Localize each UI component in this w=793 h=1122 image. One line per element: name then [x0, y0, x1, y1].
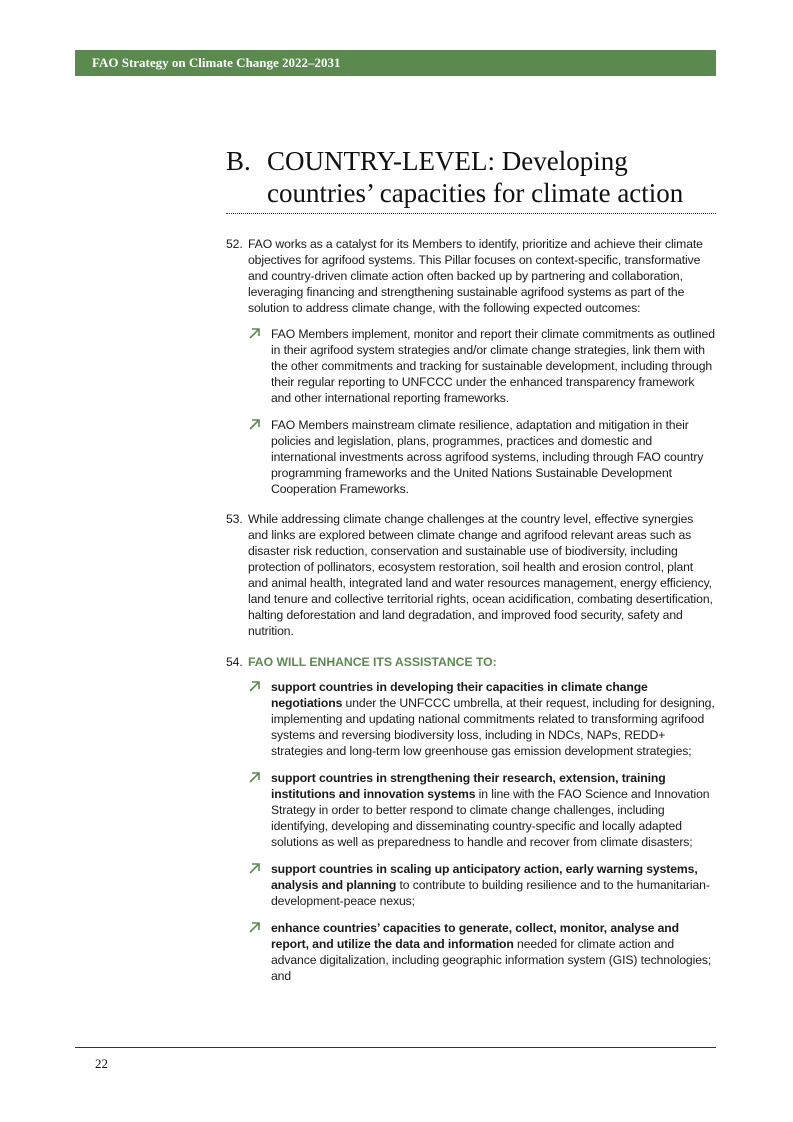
section-title	[226, 145, 726, 209]
list-item	[248, 326, 716, 406]
header-title: FAO Strategy on Climate Change 2022–2031	[92, 55, 341, 70]
paragraph-54	[226, 654, 716, 670]
section-letter: B.	[226, 146, 251, 176]
assistance-heading: FAO WILL ENHANCE ITS ASSISTANCE TO:	[248, 655, 497, 669]
list-item	[248, 920, 716, 984]
paragraph-text: While addressing climate change challenges at the country level, effective synergies and links are explored between climate change and agrifood relevant areas such as disaster risk reduction, conservation and sustainable use of biodiversity, including protection of pollinators, ecosystem restoration, soil health and erosion control, plant and animal health, integrated land and water resources management, energy efficiency, land tenure and collective territorial rights, ocean acidification, combating desertification, halting deforestation and land degradation, and improved food security, safety and nutrition.	[248, 512, 713, 638]
paragraph-number: 53.	[226, 512, 243, 526]
arrow-up-right-icon	[248, 921, 261, 934]
paragraph-number: 54.	[226, 655, 243, 669]
assistance-list	[226, 679, 716, 984]
list-item	[248, 861, 716, 909]
bullet-text: under the UNFCCC umbrella, at their request, including for designing, implementing and updating national commitments related to transforming agrifood systems and reversing biodiversity loss, including in NDCs, NAPs, REDD+ strategies and long-term low greenhouse gas emission development strategies;	[271, 696, 715, 758]
bullet-bold-text: support countries in developing their capacities in climate change negotiations	[271, 680, 648, 710]
main-content	[226, 236, 716, 995]
header-bar	[75, 50, 716, 76]
section-title-line1: COUNTRY-LEVEL: Developing	[267, 146, 628, 176]
arrow-up-right-icon	[248, 862, 261, 875]
paragraph-text: FAO works as a catalyst for its Members to identify, prioritize and achieve their climate objectives for agrifood systems. This Pillar focuses on context-specific, transformative and country-driven climate action often backed up by partnering and collaboration, leveraging financing and strengthening sustainable agrifood systems as part of the solution to address climate change, with the following expected outcomes:	[248, 237, 703, 315]
bullet-bold-text: support countries in scaling up anticipatory action, early warning systems, analysis and planning	[271, 862, 698, 892]
page-number: 22	[95, 1056, 108, 1071]
list-item	[248, 770, 716, 850]
arrow-up-right-icon	[248, 418, 261, 431]
arrow-up-right-icon	[248, 327, 261, 340]
section-title-line2: countries’ capacities for climate action	[267, 178, 684, 208]
bullet-text: FAO Members mainstream climate resilience, adaptation and mitigation in their policies and legislation, plans, programmes, practices and domestic and international investments across agrifood systems, including through FAO country programming frameworks and the United Nations Sustainable Development Cooperation Frameworks.	[271, 418, 704, 496]
bullet-text: FAO Members implement, monitor and report their climate commitments as outlined in their agrifood system strategies and/or climate change strategies, link them with the other commitments and tracking for sustainable development, including through their regular reporting to UNFCCC under the enhanced transparency framework and other international reporting frameworks.	[271, 327, 715, 405]
arrow-up-right-icon	[248, 680, 261, 693]
bullet-bold-text: support countries in strengthening their research, extension, training institutions and innovation systems	[271, 771, 666, 801]
list-item	[248, 679, 716, 759]
paragraph-number: 52.	[226, 237, 243, 251]
list-item	[248, 417, 716, 497]
bullet-text: to contribute to building resilience and to the humanitarian-development-peace nexus;	[271, 878, 710, 908]
footer-divider	[75, 1047, 716, 1048]
outcomes-list	[226, 326, 716, 497]
arrow-up-right-icon	[248, 771, 261, 784]
title-divider	[226, 213, 716, 214]
bullet-text: in line with the FAO Science and Innovation Strategy in order to better respond to climate change challenges, including identifying, developing and disseminating country-specific and locally adapted solutions as well as preparedness to handle and recover from climate disasters;	[271, 787, 710, 849]
paragraph-53	[226, 511, 716, 639]
paragraph-52	[226, 236, 716, 316]
bullet-bold-text: enhance countries’ capacities to generate, collect, monitor, analyse and report, and utilize the data and information	[271, 921, 679, 951]
bullet-text: needed for climate action and advance digitalization, including geographic information system (GIS) technologies; and	[271, 937, 712, 983]
